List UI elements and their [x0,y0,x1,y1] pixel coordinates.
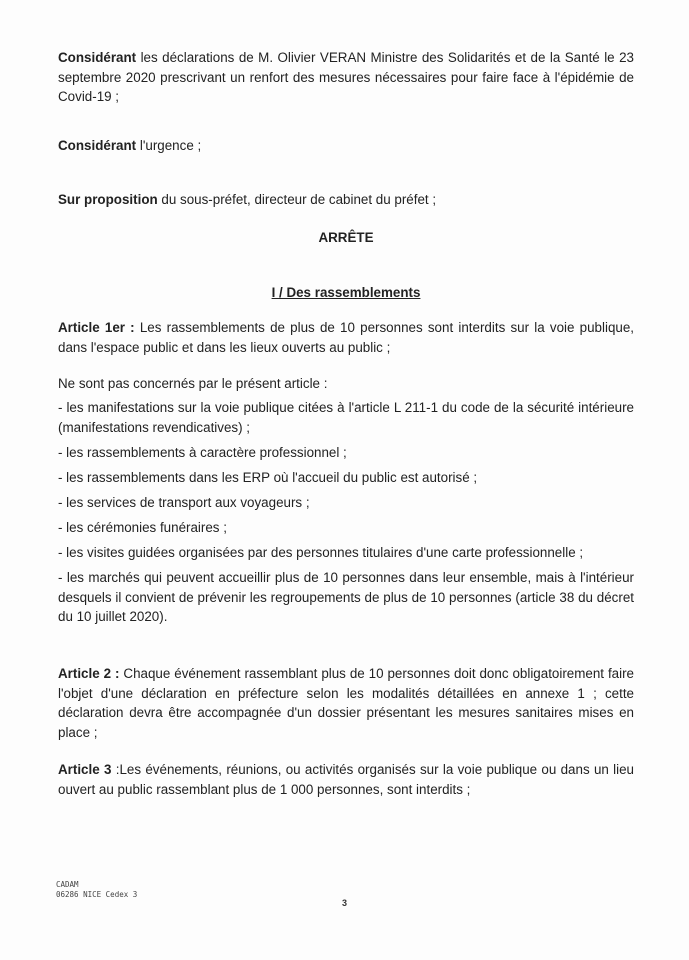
exception-item: - les cérémonies funéraires ; [58,520,227,535]
considerant-urgence [58,136,634,156]
exception-item: - les services de transport aux voyageurs ; [58,495,310,510]
page-number: 3 [341,898,347,908]
article-label: Article 3 [58,762,112,777]
considerant-text: les déclarations de M. Olivier VERAN Ministre des Solidarités et de la Santé le 23 septembre 2020 prescrivant un renfort des mesures nécessaires pour faire face à l'épidémie de Covid-19 ; [58,50,634,104]
article-text: :Les événements, réunions, ou activités organisés sur la voie publique ou dans un lieu ouvert au public rassemblant plus de 1 000 personnes, sont interdits ; [58,762,635,797]
article-3 [58,760,634,799]
exception-item: - les visites guidées organisées par des personnes titulaires d'une carte professionnelle ; [58,545,584,560]
exceptions-intro: Ne sont pas concernés par le présent article : [58,376,328,391]
footer-address [56,880,137,900]
considerant-text: l'urgence ; [136,138,202,153]
proposition-label: Sur proposition [58,192,158,207]
article-1 [58,318,634,357]
exception-item: - les rassemblements à caractère professionnel ; [58,445,347,460]
article-text: Les rassemblements de plus de 10 personnes sont interdits sur la voie publique, dans l'espace public et dans les lieux ouverts au public ; [58,320,635,355]
exception-item: - les manifestations sur la voie publique citées à l'article L 211-1 du code de la sécurité intérieure (manifestations revendicatives) ; [58,400,634,435]
footer-line: CADAM [56,880,79,889]
article-text: Chaque événement rassemblant plus de 10 personnes doit donc obligatoirement faire l'objet d'une déclaration en préfecture selon les modalités détaillées en annexe 1 ; cette déclaration devra être accompagnée d'un dossier présentant les mesures sanitaires mises en place ; [58,666,635,740]
article-label: Article 2 : [58,666,120,681]
section-heading [58,283,634,303]
article-label: Article 1er : [58,320,135,335]
exception-item: - les marchés qui peuvent accueillir plus de 10 personnes dans leur ensemble, mais à l'intérieur desquels il convient de prévenir les regroupements de plus de 10 personnes (article 38 du décret du 10 juillet 2020). [58,570,634,624]
article-2 [58,664,634,742]
considerant-label: Considérant [58,138,137,153]
arrete-heading: ARRÊTE [318,230,374,245]
section-title: I / Des rassemblements [271,285,421,300]
proposition-text: du sous-préfet, directeur de cabinet du préfet ; [157,192,437,207]
footer-line: 06286 NICE Cedex 3 [56,890,138,899]
considerant-label: Considérant [58,50,137,65]
exception-item: - les rassemblements dans les ERP où l'accueil du public est autorisé ; [58,470,478,485]
considerant-declarations [58,48,634,107]
sur-proposition [58,190,634,210]
